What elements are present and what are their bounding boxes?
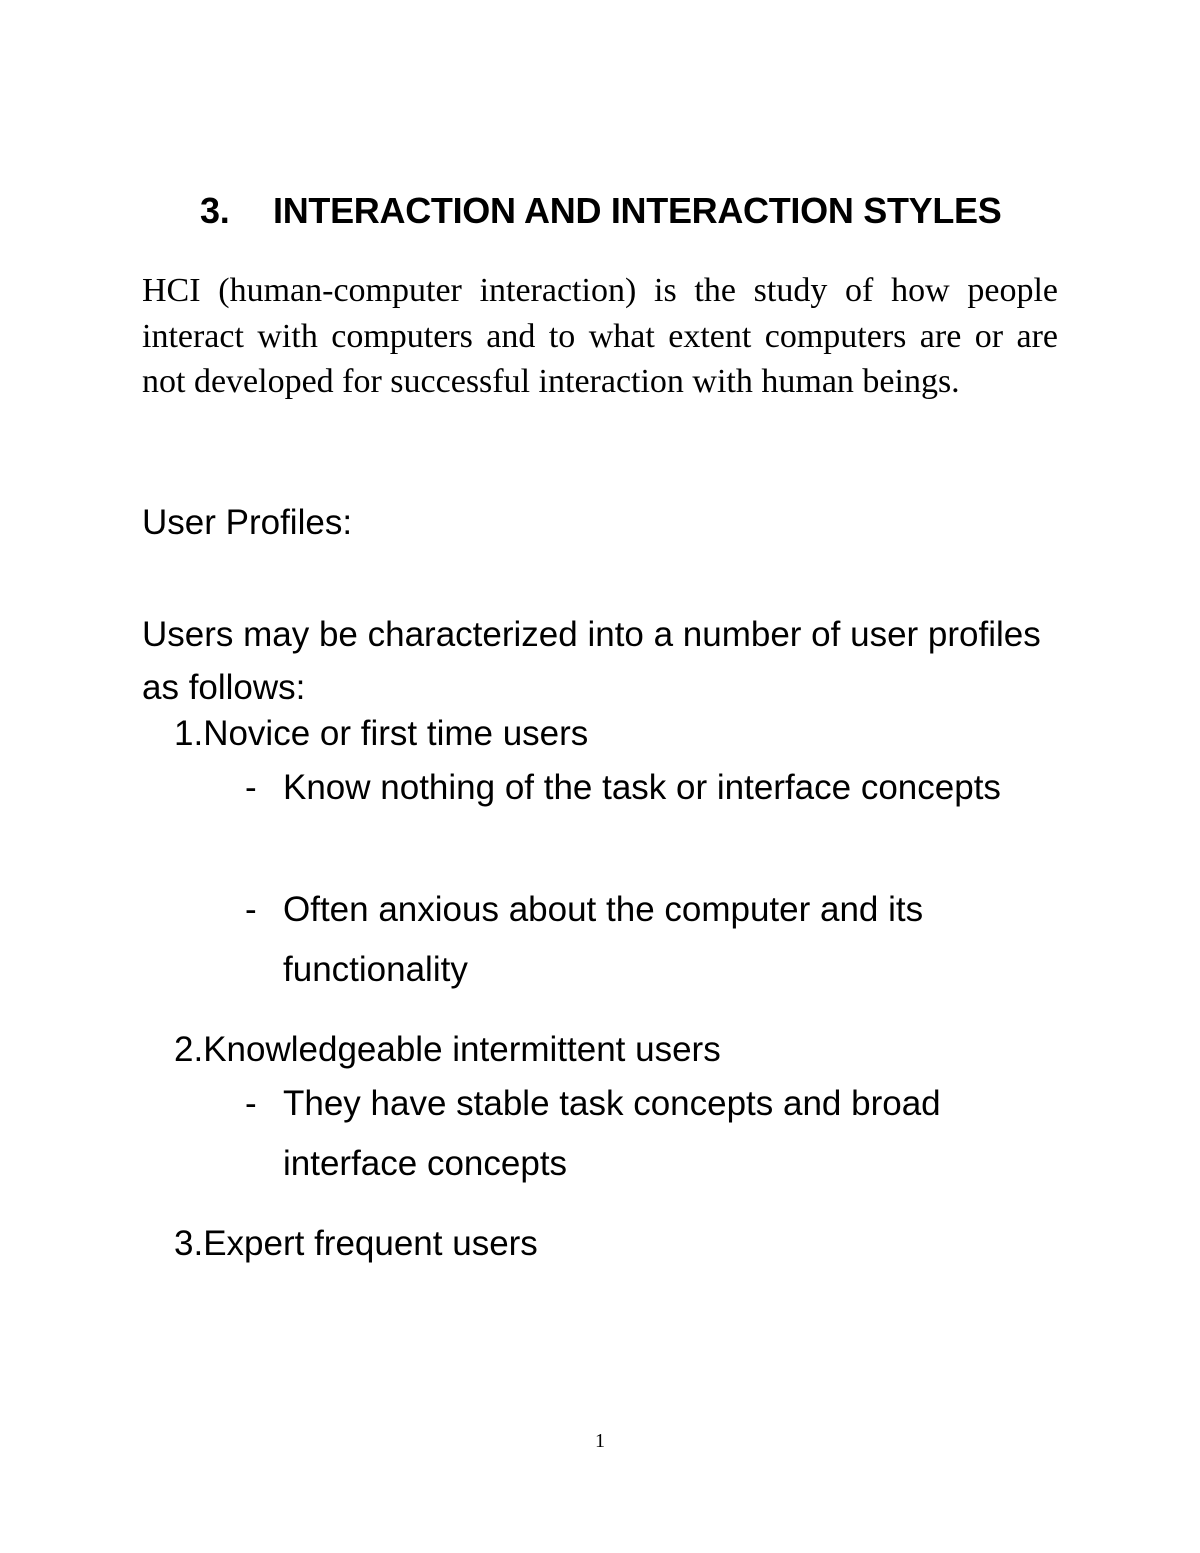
section-title-text: INTERACTION AND INTERACTION STYLES — [273, 190, 1002, 231]
section-number: 3. — [200, 190, 230, 231]
page-title — [200, 190, 1001, 232]
lead-paragraph: Users may be characterized into a number of user profiles as follows: — [142, 615, 1041, 707]
section-heading: User Profiles: — [142, 503, 353, 542]
profile-item-intermittent: 2.Knowledgeable intermittent users — [174, 1030, 721, 1069]
intro-paragraph: HCI (human-computer interaction) is the study of how people interact with computers and to what extent computers are or are not developed for successful interaction with human beings. — [142, 272, 1058, 400]
profile-point: They have stable task concepts and broad interface concepts — [283, 1084, 941, 1183]
profile-point: Know nothing of the task or interface concepts — [283, 768, 1001, 807]
bullet-marker: - — [245, 890, 257, 929]
profile-point: Often anxious about the computer and its functionality — [283, 890, 924, 989]
bullet-marker: - — [245, 768, 257, 807]
profile-item-novice: 1.Novice or first time users — [174, 714, 589, 753]
page-number: 1 — [595, 1430, 605, 1452]
profile-item-expert: 3.Expert frequent users — [174, 1224, 538, 1263]
bullet-marker: - — [245, 1084, 257, 1123]
